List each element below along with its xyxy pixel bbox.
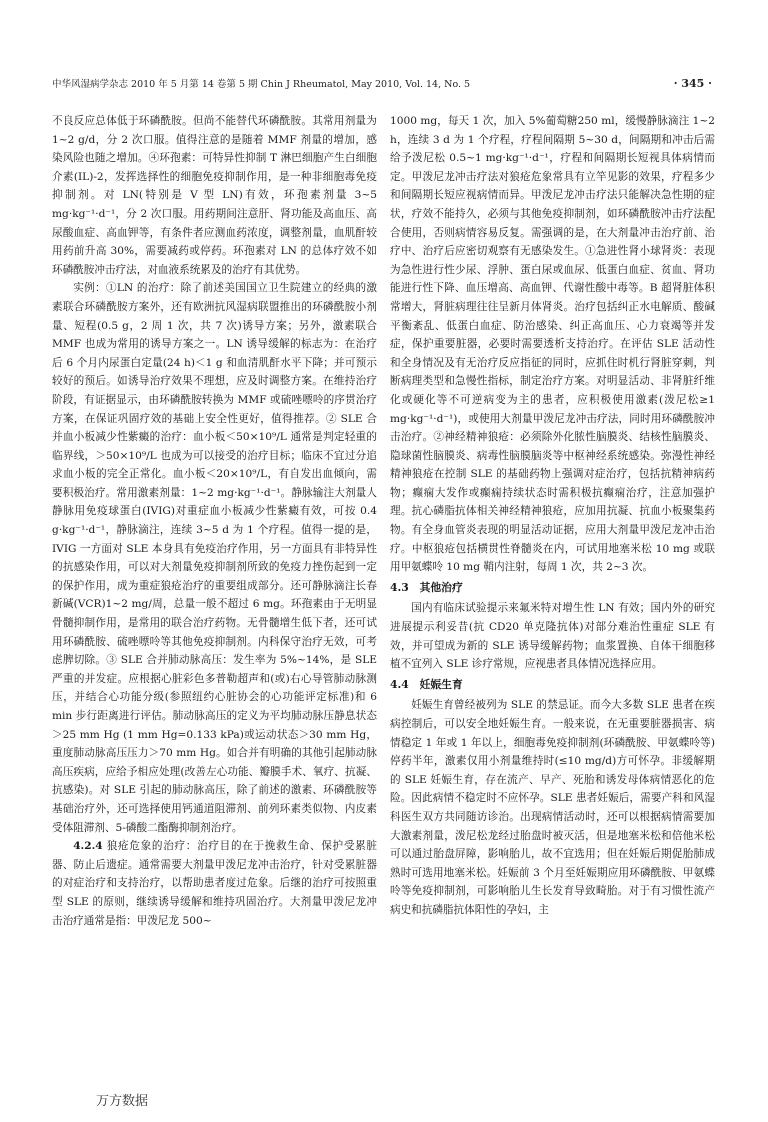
paragraph-pulse-therapy: 1000 mg，每天 1 次，加入 5%葡萄糖250 ml，缓慢静脉滴注 1~2 h，连续 3 d 为 1 个疗程，疗程间隔期 5~30 d，间隔期和冲击后需给予泼尼松 0.5~1 mg·kg⁻¹·d⁻¹，疗程和间隔期长短视具体病情而定。甲泼尼龙冲击疗法对狼疮危象常具有立竿见影的效果，疗程多少和间隔期长短应视病情而异。甲泼尼龙冲击疗法只能解决急性期的症状，疗效不能持久，必须与其他免疫抑制剂，如环磷酰胺冲击疗法配合使用，否则病情容易反复。需强调的是，在大剂量冲击治疗前、治疗中、治疗后应密切观察有无感染发生。①急进性肾小球肾炎：表现为急性进行性少尿、浮肿、蛋白尿或血尿、低蛋白血症、贫血、肾功能进行性下降、血压增高、高血钾、代谢性酸中毒等。B 超肾脏体积常增大，肾脏病理往往呈新月体肾炎。治疗包括纠正水电解质、酸碱平衡紊乱、低蛋白血症、防治感染、纠正高血压、心力衰竭等并发症，保护重要脏器，必要时需要透析支持治疗。在评估 SLE 活动性和全身情况及有无治疗反应指征的同时，应抓住时机行肾脏穿刺，判断病理类型和急慢性指标，制定治疗方案。对明显活动、非肾脏纤维化或硬化等不可逆病变为主的患者，应积极使用激素(泼尼松≥1 mg·kg⁻¹·d⁻¹)，或使用大剂量甲泼尼龙冲击疗法，同时用环磷酰胺冲击治疗。②神经精神狼疮：必须除外化脓性脑膜炎、结核性脑膜炎、隐球菌性脑膜炎、病毒性脑膜脑炎等中枢神经系统感染。弥漫性神经精神狼疮在控制 SLE 的基础药物上强调对症治疗，包括抗精神病药物；癫痫大发作或癫痫持续状态时需积极抗癫痫治疗，注意加强护理。抗心磷脂抗体相关神经精神狼疮，应加用抗凝、抗血小板聚集药物。有全身血管炎表现的明显活动证据，应用大剂量甲泼尼龙冲击治疗。中枢狼疮包括横贯性脊髓炎在内，可试用地塞米松 10 mg 或联用甲氨蝶呤 10 mg 鞘内注射，每周 1 次，共 2~3 次。 [390,115,715,574]
paragraph-pregnancy: 妊娠生育曾经被列为 SLE 的禁忌证。而今大多数 SLE 患者在疾病控制后，可以安全地妊娠生育。一般来说，在无重要脏器损害、病情稳定 1 年或 1 年以上，细胞毒免疫抑制剂(环磷酰胺、甲氨蝶呤等)停药半年，激素仅用小剂量维持时(≤10 mg/d)方可怀孕。非缓解期的 SLE 妊娠生育，存在流产、早产、死胎和诱发母体病情恶化的危险。因此病情不稳定时不应怀孕。SLE 患者妊娠后，需要产科和风湿科医生双方共同随访诊治。出现病情活动时，还可以根据病情需要加大激素剂量，泼尼松龙经过胎盘时被灭活，但是地塞米松和倍他米松可以通过胎盘屏障，影响胎儿，故不宜选用；但在妊娠后期促胎肺成熟时可选用地塞米松。妊娠前 3 个月至妊娠期应用环磷酰胺、甲氨蝶呤等免疫抑制剂，可影响胎儿生长发育导致畸胎。对于有习惯性流产病史和抗磷脂抗体阳性的孕妇，主 [390,699,715,916]
paragraph-lupus-crisis [52,837,377,930]
section-heading-4-3: 4.3 其他治疗 [390,580,463,594]
section-text-4-2-4: 狼疮危象的治疗：治疗目的在于挽救生命、保护受累脏器、防止后遗症。通常需要大剂量甲泼尼龙冲击治疗，针对受累脏器的对症治疗和支持治疗，以帮助患者度过危象。后继的治疗可按照重型 SLE 的原则，继续诱导缓解和维持巩固治疗。大剂量甲泼尼龙冲击治疗通常是指：甲泼尼龙 500~ [52,840,378,927]
paragraph-other-treatment: 国内有临床试验提示来氟米特对增生性 LN 有效；国内外的研究进展提示利妥昔(抗 CD20 单克隆抗体)对部分难治性重症 SLE 有效，并可望成为新的 SLE 诱导缓解药物；血浆置换、自体干细胞移植不宜列入 SLE 诊疗常规，应视患者具体情况选择应用。 [390,602,715,671]
page-number: · 345 · [673,77,712,90]
journal-citation: 中华风湿病学杂志 2010 年 5 月第 14 卷第 5 期 Chin J Rheumatol, May 2010, Vol. 14, No. 5 [52,79,471,90]
paragraph-cyclosporine: 不良反应总体低于环磷酰胺。但尚不能替代环磷酰胺。其常用剂量为 1~2 g/d，分 2 次口服。值得注意的是随着 MMF 剂量的增加，感染风险也随之增加。④环孢素：可特异性抑制 T 淋巴细胞产生白细胞介素(IL)-2，发挥选择性的细胞免疫抑制作用，是一种非细胞毒免疫抑制剂。对 LN(特别是 V 型 LN)有效，环孢素剂量 3~5 mg·kg⁻¹·d⁻¹，分 2 次口服。用药期间注意肝、肾功能及高血压、高尿酸血症、高血钾等，有条件者应测血药浓度，调整剂量，血肌酐较用药前升高 30%，需要减药或停药。环孢素对 LN 的总体疗效不如环磷酰胺冲击疗法，对血液系统累及的治疗有其优势。 [52,115,377,276]
section-heading-4-4: 4.4 妊娠生育 [390,677,463,691]
running-header [52,70,712,90]
left-column [52,112,377,930]
section-heading-4-2-4: 4.2.4 [73,840,103,853]
right-column [390,112,715,920]
watermark-footer: 万方数据 [96,1094,149,1109]
paragraph-examples: 实例：①LN 的治疗：除了前述美国国立卫生院建立的经典的激素联合环磷酰胺方案外，还有欧洲抗风湿病联盟推出的环磷酰胺小剂量、短程(0.5 g，2 周 1 次，共 7 次)诱导方案；另外，激素联合 MMF 也成为常用的诱导方案之一。LN 诱导缓解的标志为：在治疗后 6 个月内尿蛋白定量(24 h)＜1 g 和血清肌酐水平下降；并可预示较好的预后。如诱导治疗效果不理想，应及时调整方案。在维持治疗阶段，有证据显示，由环磷酰胺转换为 MMF 或硫唑嘌呤的序贯治疗方案，在保证巩固疗效的基础上安全性更好，值得推荐。② SLE 合并血小板减少性紫癜的治疗：血小板＜50×10⁹/L 通常是判定轻重的临界线，＞50×10⁹/L 也成为可以接受的治疗目标；临床不宜过分追求血小板的完全正常化。血小板＜20×10⁹/L，有自发出血倾向，需要积极治疗。常用激素剂量：1~2 mg·kg⁻¹·d⁻¹。静脉输注大剂量人静脉用免疫球蛋白(IVIG)对重症血小板减少性紫癜有效，可按 0.4 g·kg⁻¹·d⁻¹，静脉滴注，连续 3~5 d 为 1 个疗程。值得一提的是，IVIG 一方面对 SLE 本身具有免疫治疗作用，另一方面具有非特异性的抗感染作用，可以对大剂量免疫抑制剂所致的免疫力挫伤起到一定的保护作用，成为重症狼疮治疗的重要组成部分。还可静脉滴注长春新碱(VCR)1~2 mg/周，总量一般不超过 6 mg。环孢素由于无明显骨髓抑制作用，是常用的联合治疗药物。无骨髓增生低下者，还可试用环磷酰胺、硫唑嘌呤等其他免疫抑制剂。内科保守治疗无效，可考虑脾切除。③ SLE 合并肺动脉高压：发生率为 5%~14%，是 SLE 严重的并发症。应根据心脏彩色多普勒超声和(或)右心导管肺动脉测压，并结合心功能分级(参照纽约心脏协会的心功能评定标准)和 6 min 步行距离进行评估。肺动脉高压的定义为平均肺动脉压静息状态＞25 mm Hg (1 mm Hg=0.133 kPa)或运动状态＞30 mm Hg，重度肺动脉高压压力＞70 mm Hg。如合并有明确的其他引起肺动脉高压疾病，应给予相应处理(改善左心功能、瓣膜手术、氧疗、抗凝、抗感染)。对 SLE 引起的肺动脉高压，除了前述的激素、环磷酰胺等基础治疗外，还可选择使用钙通道阻滞剂、前列环素类似物、内皮素受体阻滞剂、5-磷酸二酯酶抑制剂治疗。 [52,282,377,834]
